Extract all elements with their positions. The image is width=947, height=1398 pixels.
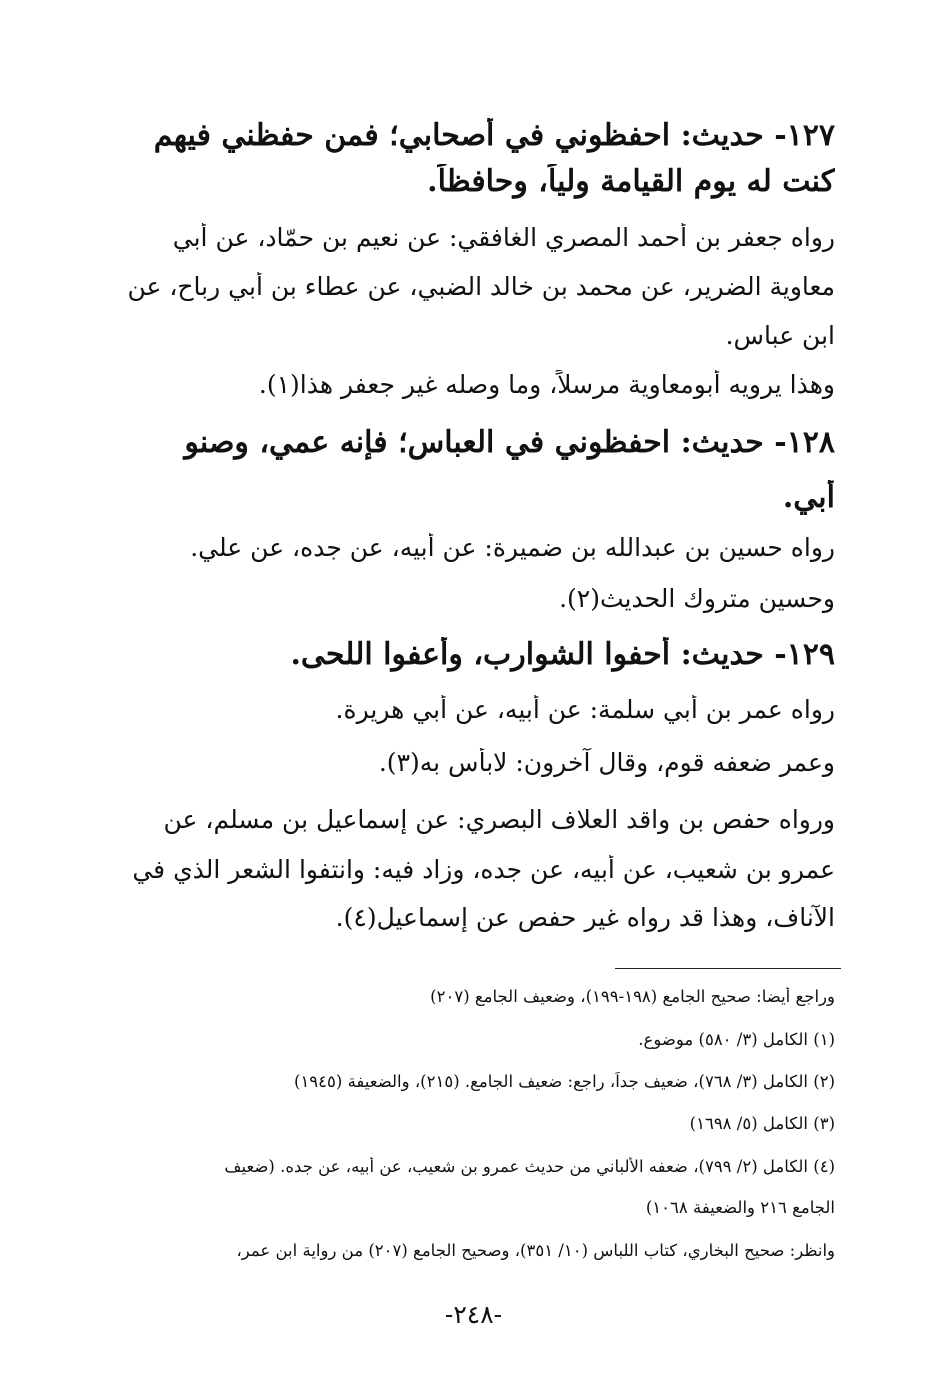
page-number: -٢٤٨- bbox=[444, 1300, 503, 1329]
footnote-line-4: (٣) الكامل (٥/ ١٦٩٨) bbox=[689, 1114, 835, 1133]
footnote-line-7: وانظر: صحيح البخاري، كتاب اللباس (١٠/ ٣٥١)، وصحيح الجامع (٢٠٧) من رواية ابن عمر، bbox=[236, 1241, 835, 1260]
footnote-line-2: (١) الكامل (٣/ ٥٨٠) موضوع. bbox=[638, 1030, 835, 1049]
hadith-127-body-line-4: وهذا يرويه أبومعاوية مرسلاً، وما وصله غير جعفر هذا(١). bbox=[258, 370, 835, 399]
footnote-line-3: (٢) الكامل (٣/ ٧٦٨)، ضعيف جداً، راجع: ضعيف الجامع. (٢١٥)، والضعيفة (١٩٤٥) bbox=[294, 1072, 835, 1091]
footnote-line-6: الجامع ٢١٦ والضعيفة ١٠٦٨) bbox=[645, 1198, 835, 1217]
hadith-127-heading-line-1: ١٢٧- حديث: احفظوني في أصحابي؛ فمن حفظني فيهم bbox=[153, 118, 835, 153]
hadith-128-heading-line-2: أبي. bbox=[782, 480, 835, 515]
hadith-129-heading-line-1: ١٢٩- حديث: أحفوا الشوارب، وأعفوا اللحى. bbox=[290, 637, 835, 672]
hadith-129-body-line-3: وروا‌ه حفص بن واقد العلاف البصري: عن إسماعيل بن مسلم، عن bbox=[163, 805, 835, 834]
hadith-129-body-line-2: وعمر ضعفه قوم، وقال آخرون: لابأس به(٣). bbox=[378, 748, 835, 777]
hadith-128-body-line-1: رواه حسين بن عبدالله بن ضميرة: عن أبيه، عن جده، عن علي. bbox=[190, 533, 835, 562]
hadith-128-body-line-2: وحسين متروك الحديث(٢). bbox=[559, 584, 835, 613]
hadith-127-body-line-3: ابن عباس. bbox=[725, 321, 835, 350]
footnote-line-1: وراجع أيضا: صحيح الجامع (١٩٨-١٩٩)، وضعيف الجامع (٢٠٧) bbox=[430, 987, 835, 1006]
hadith-127-body-line-2: معاوية الضرير، عن محمد بن خالد الضبي، عن عطاء بن أبي رباح، عن bbox=[127, 272, 835, 301]
hadith-129-body-line-4: عمرو بن شعيب، عن أبيه، عن جده، وزاد فيه: وانتفوا الشعر الذي في bbox=[132, 855, 835, 884]
hadith-129-body-line-5: الآناف، وهذا قد رواه غير حفص عن إسماعيل(٤). bbox=[335, 903, 835, 932]
footnote-line-5: (٤) الكامل (٢/ ٧٩٩)، ضعفه الألباني من حديث عمرو بن شعيب، عن أبيه، عن جده. (ضعيف bbox=[224, 1157, 835, 1176]
footnote-separator bbox=[615, 968, 841, 969]
hadith-129-body-line-1: رواه عمر بن أبي سلمة: عن أبيه، عن أبي هريرة. bbox=[335, 695, 835, 724]
hadith-128-heading-line-1: ١٢٨- حديث: احفظوني في العباس؛ فإنه عمي، وصنو bbox=[184, 425, 835, 460]
hadith-127-body-line-1: رواه جعفر بن أحمد المصري الغافقي: عن نعيم بن حمّاد، عن أبي bbox=[172, 223, 835, 252]
hadith-127-heading-line-2: كنت له يوم القيامة ولياً، وحافظاً. bbox=[427, 164, 835, 199]
